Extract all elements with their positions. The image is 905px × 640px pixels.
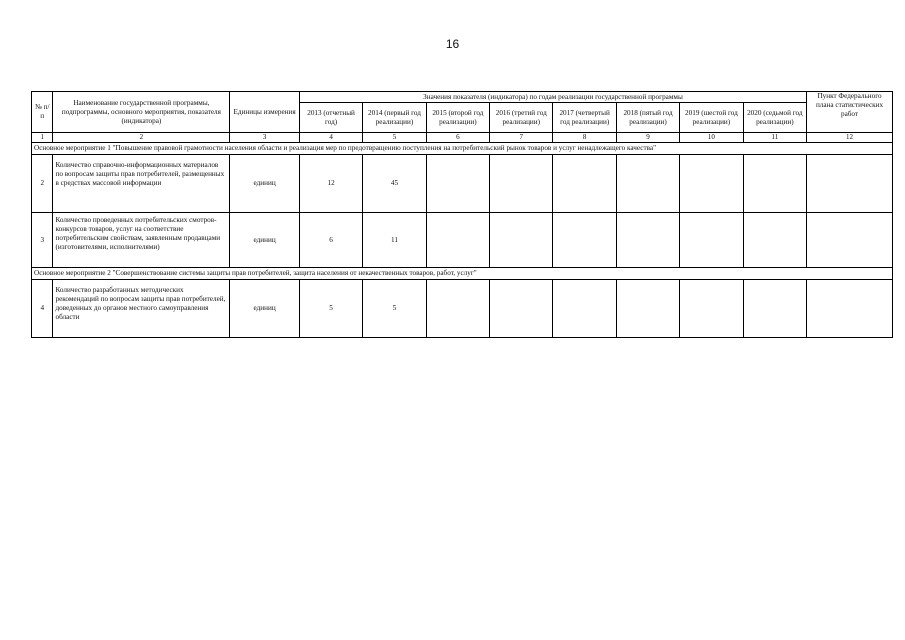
value-2016 bbox=[490, 280, 553, 338]
header-year-2018: 2018 (пятый год реализации) bbox=[616, 103, 679, 133]
header-year-2016: 2016 (третий год реализации) bbox=[490, 103, 553, 133]
column-number: 11 bbox=[743, 133, 806, 143]
value-2016 bbox=[490, 213, 553, 268]
value-2018 bbox=[616, 280, 679, 338]
page-number: 16 bbox=[445, 37, 460, 51]
section-title: Основное мероприятие 2 "Совершенствование системы защиты прав потребителей, защита населения от некачественных товаров, работ, услуг" bbox=[32, 268, 893, 280]
header-fed-plan: Пункт Федерального плана статистических работ bbox=[807, 92, 893, 133]
row-number: 2 bbox=[32, 155, 53, 213]
value-2014: 45 bbox=[363, 155, 426, 213]
fed-plan-cell bbox=[807, 213, 893, 268]
header-year-2019: 2019 (шестой год реализации) bbox=[680, 103, 743, 133]
value-2013: 6 bbox=[299, 213, 362, 268]
value-2015 bbox=[426, 213, 489, 268]
column-number: 4 bbox=[299, 133, 362, 143]
value-2017 bbox=[553, 280, 616, 338]
value-2017 bbox=[553, 155, 616, 213]
row-number: 4 bbox=[32, 280, 53, 338]
column-number: 12 bbox=[807, 133, 893, 143]
value-2018 bbox=[616, 155, 679, 213]
header-year-2015: 2015 (второй год реализации) bbox=[426, 103, 489, 133]
header-values-group: Значения показателя (индикатора) по годам реализации государственной программы bbox=[299, 92, 806, 103]
column-number: 3 bbox=[230, 133, 300, 143]
column-number: 2 bbox=[53, 133, 230, 143]
value-2013: 5 bbox=[299, 280, 362, 338]
table-row bbox=[32, 280, 893, 338]
unit-cell: единиц bbox=[230, 280, 300, 338]
indicator-name: Количество справочно-информационных материалов по вопросам защиты прав потребителей, размещенных в средствах массовой информации bbox=[53, 155, 230, 213]
header-no: № п/п bbox=[32, 92, 53, 133]
header-year-2020: 2020 (седьмой год реализации) bbox=[743, 103, 806, 133]
header-year-2014: 2014 (первый год реализации) bbox=[363, 103, 426, 133]
column-number: 5 bbox=[363, 133, 426, 143]
row-number: 3 bbox=[32, 213, 53, 268]
column-number: 10 bbox=[680, 133, 743, 143]
column-number: 8 bbox=[553, 133, 616, 143]
indicator-name: Количество разработанных методических рекомендаций по вопросам защиты прав потребителей, доведенных до органов местного самоуправления области bbox=[53, 280, 230, 338]
header-name: Наименование государственной программы, подпрограммы, основного мероприятия, показателя (индикатора) bbox=[53, 92, 230, 133]
unit-cell: единиц bbox=[230, 155, 300, 213]
column-numbers-row bbox=[32, 133, 893, 143]
value-2020 bbox=[743, 280, 806, 338]
value-2019 bbox=[680, 213, 743, 268]
value-2014: 5 bbox=[363, 280, 426, 338]
value-2018 bbox=[616, 213, 679, 268]
column-number: 6 bbox=[426, 133, 489, 143]
section-title: Основное мероприятие 1 "Повышение правовой грамотности населения области и реализация мер по предотвращению поступления на потребительский рынок товаров и услуг ненадлежащего качества" bbox=[32, 143, 893, 155]
table-row bbox=[32, 213, 893, 268]
fed-plan-cell bbox=[807, 280, 893, 338]
value-2017 bbox=[553, 213, 616, 268]
table-row bbox=[32, 155, 893, 213]
header-year-2013: 2013 (отчетный год) bbox=[299, 103, 362, 133]
value-2020 bbox=[743, 155, 806, 213]
value-2015 bbox=[426, 155, 489, 213]
header-unit: Единицы измерения bbox=[230, 92, 300, 133]
column-number: 7 bbox=[490, 133, 553, 143]
column-number: 9 bbox=[616, 133, 679, 143]
value-2019 bbox=[680, 280, 743, 338]
value-2016 bbox=[490, 155, 553, 213]
header-year-2017: 2017 (четвертый год реализации) bbox=[553, 103, 616, 133]
column-number: 1 bbox=[32, 133, 53, 143]
value-2020 bbox=[743, 213, 806, 268]
section-row bbox=[32, 143, 893, 155]
unit-cell: единиц bbox=[230, 213, 300, 268]
indicators-table bbox=[31, 91, 893, 338]
value-2019 bbox=[680, 155, 743, 213]
fed-plan-cell bbox=[807, 155, 893, 213]
value-2013: 12 bbox=[299, 155, 362, 213]
section-row bbox=[32, 268, 893, 280]
value-2015 bbox=[426, 280, 489, 338]
value-2014: 11 bbox=[363, 213, 426, 268]
indicator-name: Количество проведенных потребительских смотров-конкурсов товаров, услуг на соответствие потребительским свойствам, заявленным продавцами (изготовителями, исполнителями) bbox=[53, 213, 230, 268]
